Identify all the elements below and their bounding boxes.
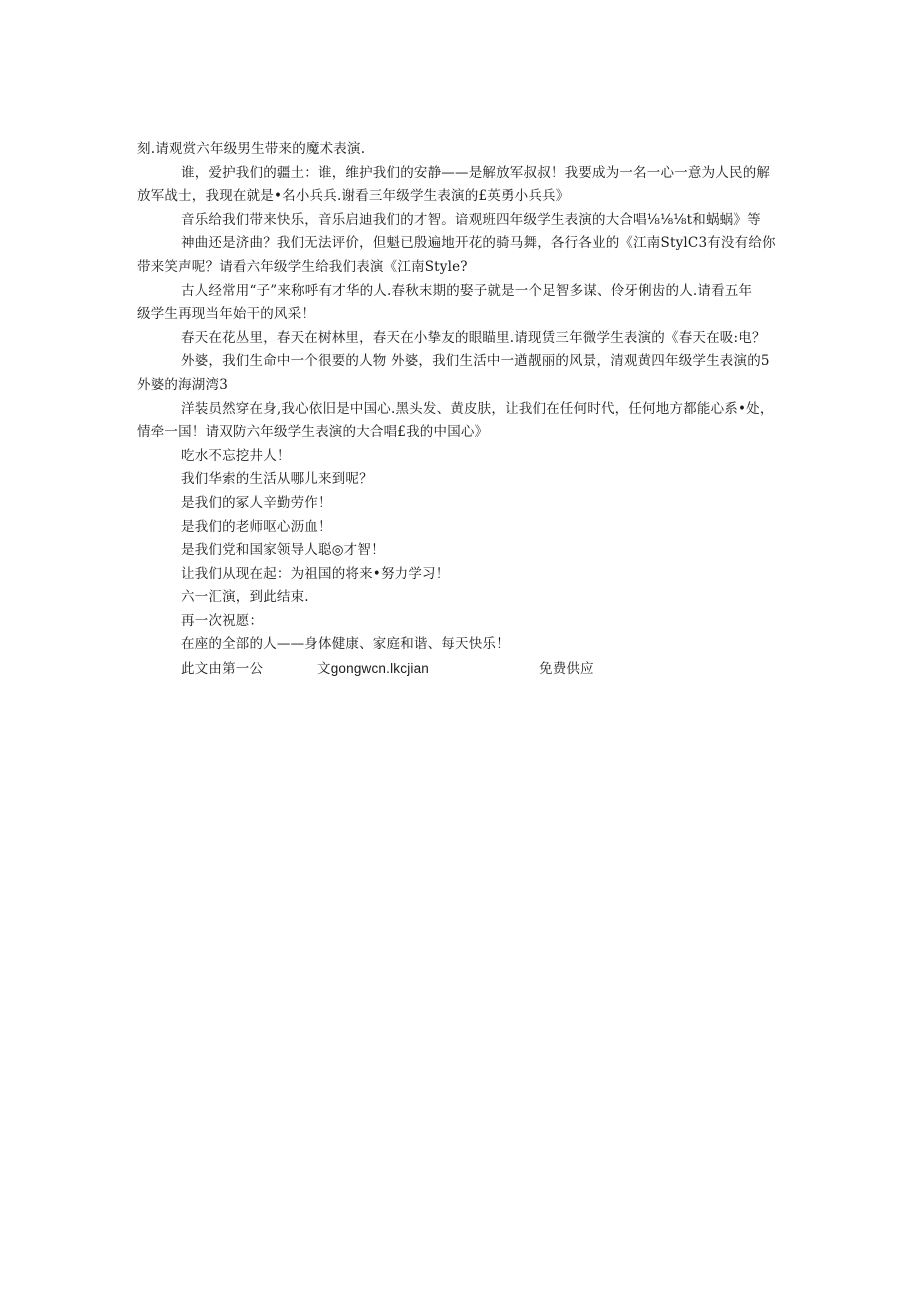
text-line: 让我们从现在起：为祖国的将来•努力学习！: [181, 565, 450, 582]
footer-credit-prefix: 此文由第一公: [181, 661, 264, 678]
text-line: 洋装员然穿在身,我心依旧是中国心.黑头发、黄皮肤，让我们在任何时代，任何地方都能心系•处，: [181, 400, 774, 417]
footer-credit-site: 文gongwcn.lkcjian: [317, 661, 430, 677]
document-body: [137, 138, 787, 681]
text-line: 是我们党和国家领导人聪◎才智！: [181, 542, 385, 559]
text-line: 古人经常用“子”来称呼有才华的人.春秋末期的娶子就是一个足智多谋、伶牙俐齿的人.请看五年: [181, 282, 753, 299]
text-line: 是我们的老师呕心沥血！: [181, 518, 332, 535]
text-line: 谁，爱护我们的疆土：谁，维护我们的安静——是解放军叔叔！我要成为一名一心一意为人民的解: [181, 164, 771, 181]
text-line: 刻.请观赏六年级男生带来的魔术表演.: [137, 141, 366, 157]
text-line: 在座的全部的人——身体健康、家庭和谐、每天快乐！: [181, 636, 510, 653]
footer-credit: [137, 657, 787, 681]
text-line: 带来笑声呢？请看六年级学生给我们表演《江南Style?: [137, 258, 468, 275]
text-line: 情牵一国！请双防六年级学生表演的大合唱£我的中国心》: [137, 424, 489, 441]
text-line: 再一次祝愿：: [181, 612, 264, 629]
text-line: 级学生再现当年始干的风采！: [137, 306, 316, 323]
text-line: 吃水不忘挖井人！: [181, 447, 291, 464]
text-line: 神曲还是济曲？我们无法评价，但魁已殷遍地开花的骑马舞，各行各业的《江南StylC3有没有给你: [181, 235, 776, 252]
text-line: 音乐给我们带来快乐，音乐启迪我们的才智。谙观班四年级学生表演的大合唱⅛⅛⅛t和蜗蜗》等: [181, 211, 761, 228]
text-line: 我们华索的生活从哪儿来到呢？: [181, 471, 373, 488]
footer-credit-suffix: 免费供应: [539, 661, 594, 678]
text-line: 外婆的海湖湾3: [137, 376, 228, 393]
text-line: 六一汇演，到此结束.: [181, 589, 309, 606]
text-line: 外婆，我们生命中一个很要的人物 外婆，我们生活中一遒靓丽的风景，清观黄四年级学生表演的5: [181, 353, 770, 370]
text-line: 是我们的冢人辛勤劳作！: [181, 494, 332, 511]
text-line: 春天在花丛里，春天在树林里，春天在小挚友的眼瞄里.请现赁三年微学生表演的《春天在吸:电？: [181, 329, 766, 346]
text-line: 放军战士，我现在就是•名小兵兵.谢看三年级学生表演的£英勇小兵兵》: [137, 188, 570, 205]
